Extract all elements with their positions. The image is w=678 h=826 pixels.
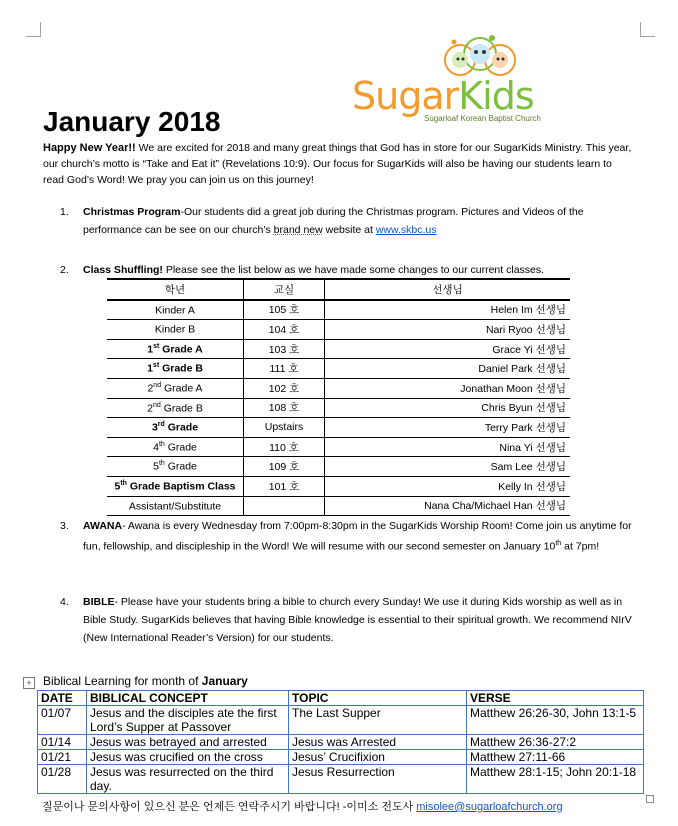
header-room: 교실: [244, 279, 325, 300]
grade-cell: 5th Grade Baptism Class: [107, 476, 244, 496]
teacher-cell: Sam Lee 선생님: [325, 457, 571, 477]
sugarkids-logo: [352, 30, 552, 130]
grade-cell: 4th Grade: [107, 437, 244, 457]
table-row: [107, 398, 570, 418]
list-item-awana: 3. AWANA- Awana is every Wednesday from 7:00pm-8:30pm in the SugarKids Worship Room! Come join us anytime for fun, fellowship, and discipleship in the Word! We will resume with our second semester on January 10th at 7pm!: [60, 520, 632, 553]
header-teacher: 선생님: [325, 279, 571, 300]
table-row: [38, 750, 644, 765]
church-website-link[interactable]: www.skbc.us: [375, 224, 437, 236]
table-header-row: [38, 691, 644, 706]
teacher-cell: Terry Park 선생님: [325, 418, 571, 438]
logo-wordmark: SugarKids: [352, 74, 534, 118]
concept-cell: Jesus and the disciples ate the first Lord’s Supper at Passover: [87, 706, 289, 735]
page-corner-mark-top-left: [26, 22, 41, 37]
concept-cell: Jesus was resurrected on the third day.: [87, 765, 289, 794]
grade-cell: 3rd Grade: [107, 418, 244, 438]
date-cell: 01/07: [38, 706, 87, 735]
page-corner-mark-top-right: [640, 22, 655, 37]
table-row: [38, 765, 644, 794]
teacher-cell: Chris Byun 선생님: [325, 398, 571, 418]
date-cell: 01/21: [38, 750, 87, 765]
topic-cell: Jesus was Arrested: [289, 735, 467, 750]
table-row: [107, 496, 570, 516]
room-cell: 110 호: [244, 437, 325, 457]
header-concept: BIBLICAL CONCEPT: [87, 691, 289, 706]
table-row: [107, 300, 570, 320]
header-verse: VERSE: [467, 691, 644, 706]
table-header-row: [107, 279, 570, 300]
table-row: [107, 320, 570, 340]
verse-cell: Matthew 26:36-27:2: [467, 735, 644, 750]
header-date: DATE: [38, 691, 87, 706]
room-cell: 104 호: [244, 320, 325, 340]
table-row: [107, 437, 570, 457]
teacher-cell: Nana Cha/Michael Han 선생님: [325, 496, 571, 516]
topic-cell: Jesus Resurrection: [289, 765, 467, 794]
date-cell: 01/28: [38, 765, 87, 794]
teacher-cell: Nari Ryoo 선생님: [325, 320, 571, 340]
list-item-class-shuffling: 2. Class Shuffling! Please see the list below as we have made some changes to our current classes.: [60, 264, 545, 276]
table-row: [38, 706, 644, 735]
grade-cell: 2nd Grade A: [107, 378, 244, 398]
header-grade: 학년: [107, 279, 244, 300]
table-move-handle-icon[interactable]: +: [23, 677, 35, 689]
room-cell: 102 호: [244, 378, 325, 398]
teacher-cell: Daniel Park 선생님: [325, 359, 571, 379]
grade-cell: 5th Grade: [107, 457, 244, 477]
room-cell: Upstairs: [244, 418, 325, 438]
list-item-christmas: 1. Christmas Program-Our students did a great job during the Christmas program. Pictures and Videos of the performance can be see on our church’s brand new website at www.skbc.us: [60, 206, 584, 236]
verse-cell: Matthew 28:1-15; John 20:1-18: [467, 765, 644, 794]
table-row: [107, 378, 570, 398]
biblical-learning-table: [37, 690, 644, 794]
table-resize-handle[interactable]: [646, 795, 654, 803]
grade-cell: Kinder A: [107, 300, 244, 320]
table-row: [107, 418, 570, 438]
intro-text: We are excited for 2018 and many great things that God has in store for our SugarKids Ministry. This year, our church’s motto is “Take and Eat it” (Revelations 10:9). Our focus for SugarKids will also be having our students learn to read God’s Word! We pray you can join us on this journey!: [43, 142, 632, 186]
room-cell: 109 호: [244, 457, 325, 477]
biblical-learning-title: Biblical Learning for month of January: [43, 674, 248, 688]
teacher-cell: Nina Yi 선생님: [325, 437, 571, 457]
intro-paragraph: [43, 140, 633, 188]
table-row: [107, 339, 570, 359]
date-cell: 01/14: [38, 735, 87, 750]
grade-cell: 2nd Grade B: [107, 398, 244, 418]
contact-email-link[interactable]: misolee@sugarloafchurch.org: [416, 801, 563, 813]
grade-cell: Kinder B: [107, 320, 244, 340]
concept-cell: Jesus was betrayed and arrested: [87, 735, 289, 750]
topic-cell: The Last Supper: [289, 706, 467, 735]
concept-cell: Jesus was crucified on the cross: [87, 750, 289, 765]
grade-cell: 1st Grade A: [107, 339, 244, 359]
table-row: [107, 457, 570, 477]
verse-cell: Matthew 26:26-30, John 13:1-5: [467, 706, 644, 735]
header-topic: TOPIC: [289, 691, 467, 706]
room-cell: 103 호: [244, 339, 325, 359]
teacher-cell: Jonathan Moon 선생님: [325, 378, 571, 398]
room-cell: 101 호: [244, 476, 325, 496]
room-cell: 108 호: [244, 398, 325, 418]
room-cell: 105 호: [244, 300, 325, 320]
teacher-cell: Kelly In 선생님: [325, 476, 571, 496]
grade-cell: Assistant/Substitute: [107, 496, 244, 516]
table-row: [38, 735, 644, 750]
table-row: [107, 359, 570, 379]
verse-cell: Matthew 27:11-66: [467, 750, 644, 765]
page-title: January 2018: [43, 106, 221, 137]
logo-subtitle: Sugarloaf Korean Baptist Church: [424, 114, 541, 123]
list-item-bible: 4. BIBLE- Please have your students bring a bible to church every Sunday! We use it during Kids worship as well as in Bible Study. SugarKids believes that having Bible knowledge is essential to their spiritual growth. We recommend NIrV (New International Reader’s Version) for our students.: [60, 596, 632, 644]
class-assignment-table: [107, 278, 570, 516]
footer-contact: 질문이나 문의사항이 있으신 분은 언제든 연락주시기 바랍니다! -이미소 전도사 misolee@sugarloafchurch.org: [42, 801, 563, 813]
room-cell: [244, 496, 325, 516]
topic-cell: Jesus’ Crucifixion: [289, 750, 467, 765]
intro-lead: Happy New Year!!: [43, 142, 136, 154]
grade-cell: 1st Grade B: [107, 359, 244, 379]
teacher-cell: Grace Yi 선생님: [325, 339, 571, 359]
room-cell: 111 호: [244, 359, 325, 379]
table-row: [107, 476, 570, 496]
teacher-cell: Helen Im 선생님: [325, 300, 571, 320]
